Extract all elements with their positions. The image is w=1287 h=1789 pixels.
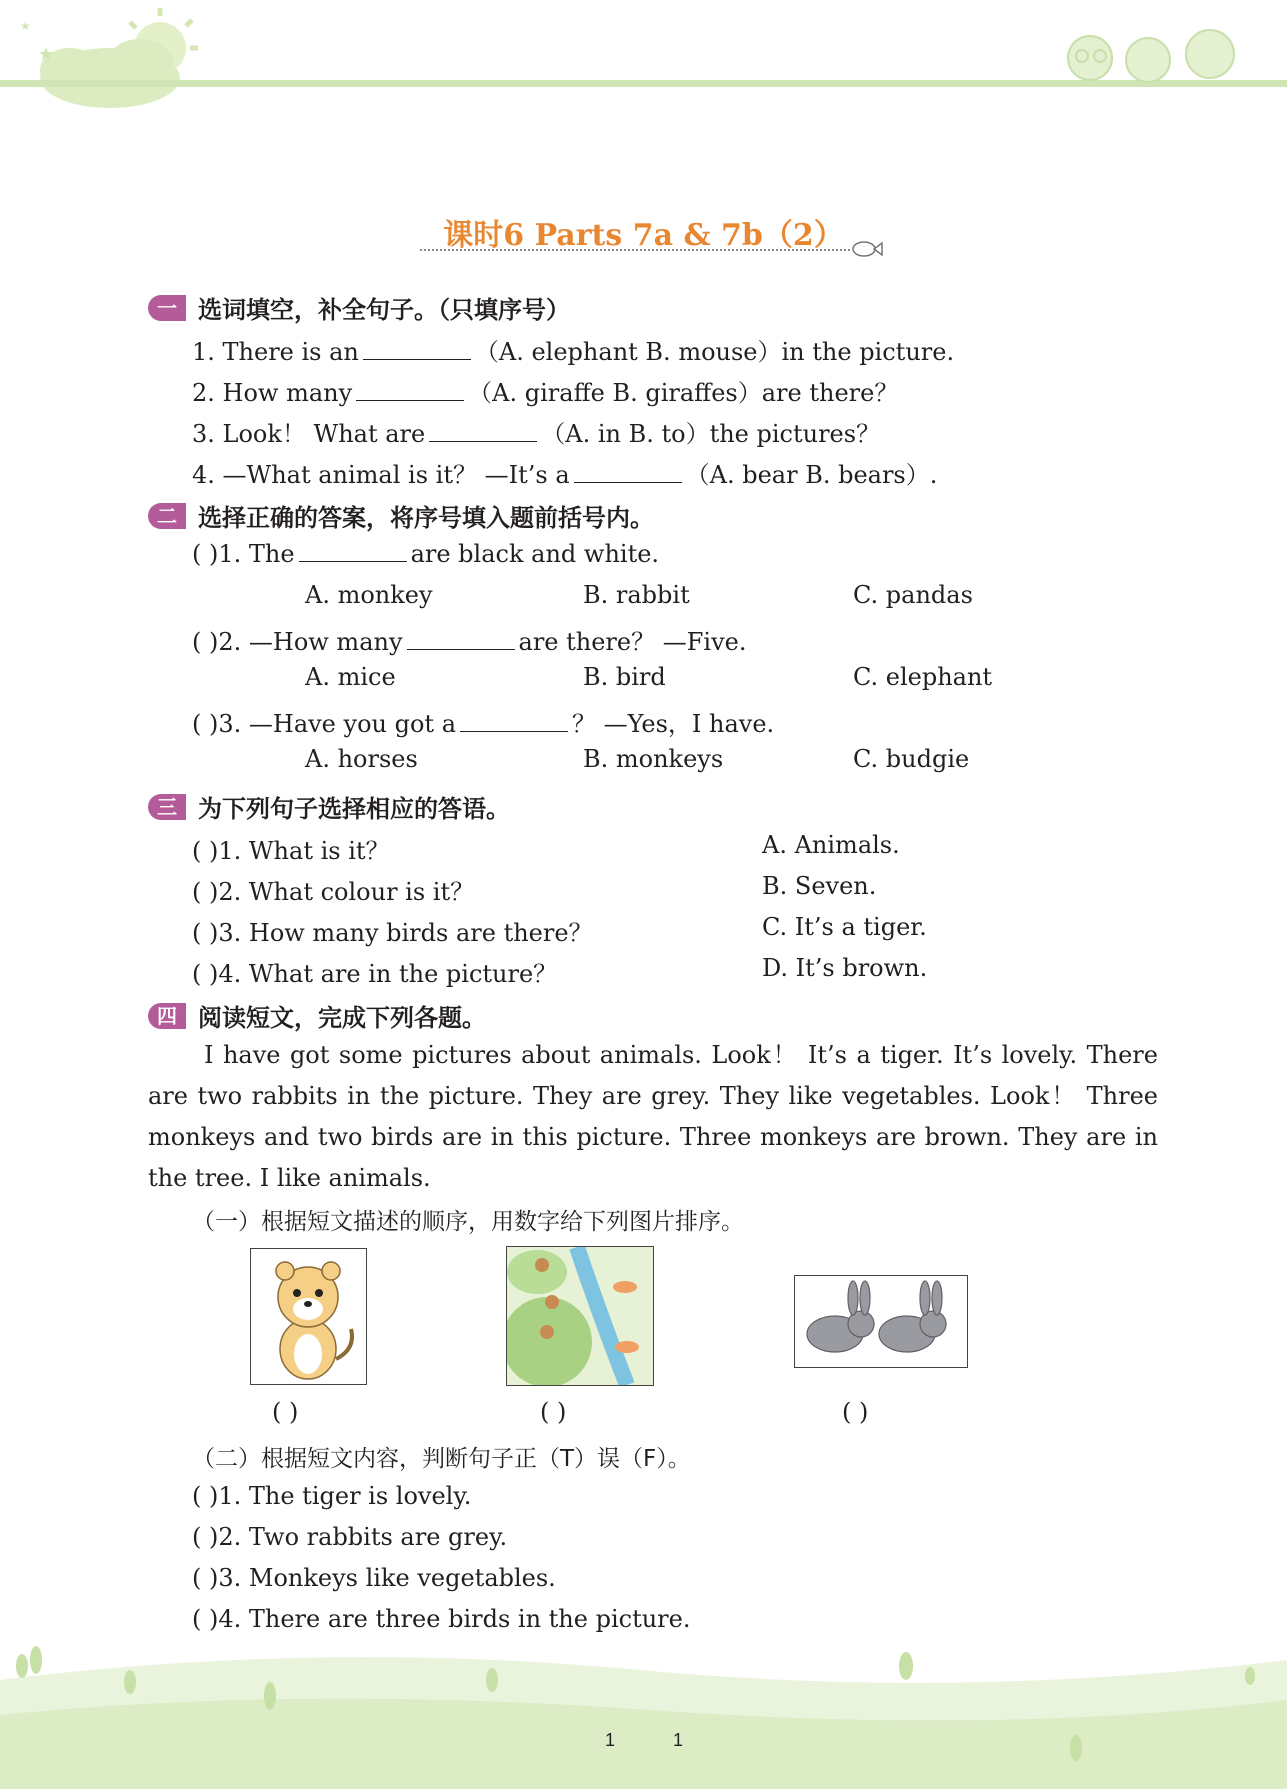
s3-question-3: ( )3. How many birds are there？ (192, 919, 593, 947)
answer-blank[interactable] (574, 462, 682, 483)
s3-answer-b: B. Seven. (762, 872, 877, 900)
title-underline (420, 249, 850, 251)
reading-passage: I have got some pictures about animals. Look！ It’s a tiger. It’s lovely. There are two rabbits in the picture. They are grey. They like vegetables. Look！ Three monkeys and two birds are in this picture. Three monkeys are brown. They are in the tree. I like animals. (148, 1041, 1158, 1192)
section4-heading-text: 阅读短文，完成下列各题。 (198, 1004, 486, 1032)
tf-statement-2: ( )2. Two rabbits are grey. (192, 1523, 508, 1551)
rabbits-picture (794, 1275, 968, 1368)
header-decoration-left (0, 0, 240, 120)
svg-text:★: ★ (38, 44, 55, 65)
monkeys-birds-picture (506, 1246, 654, 1386)
s2-q1-option-a: A. monkey (305, 581, 433, 609)
answer-blank[interactable] (460, 711, 568, 732)
section2-heading-text: 选择正确的答案，将序号填入题前括号内。 (198, 504, 654, 532)
s1-item-1: 1. There is an （A. elephant B. mouse）in the picture. (192, 338, 955, 366)
tiger-picture (250, 1248, 367, 1385)
s3-answer-d: D. It’s brown. (762, 954, 928, 982)
rabbit-icon (795, 1276, 967, 1367)
s2-question-3: ( )3. —Have you got a ？ —Yes，I have. (192, 710, 775, 738)
page-title: 课时6 Parts 7a & 7b（2） (443, 218, 844, 253)
answer-blank[interactable] (407, 629, 515, 650)
tf-statement-1: ( )1. The tiger is lovely. (192, 1482, 472, 1510)
part2-heading: （二）根据短文内容，判断句子正（T）误（F）。 (192, 1446, 691, 1472)
section1-heading (148, 290, 570, 325)
section1-badge: 一 (148, 295, 186, 321)
section3-badge: 三 (148, 794, 186, 820)
picture-bracket-3[interactable]: ( ) (842, 1398, 869, 1426)
s2-q2-option-b: B. bird (583, 663, 666, 691)
section3-heading-text: 为下列句子选择相应的答语。 (198, 795, 510, 823)
s3-answer-c: C. It’s a tiger. (762, 913, 927, 941)
answer-blank[interactable] (299, 541, 407, 562)
s2-question-2: ( )2. —How many are there？ —Five. (192, 628, 747, 656)
answer-blank[interactable] (356, 380, 464, 401)
s2-q3-option-c: C. budgie (853, 745, 970, 773)
answer-blank[interactable] (363, 339, 471, 360)
answer-blank[interactable] (429, 421, 537, 442)
section2-heading (148, 498, 654, 533)
s2-q2-option-a: A. mice (305, 663, 396, 691)
section4-badge: 四 (148, 1003, 186, 1029)
page-number-right: 1 (673, 1730, 684, 1750)
page-number-left: 1 (605, 1730, 616, 1750)
s3-question-1: ( )1. What is it？ (192, 837, 390, 865)
s1-item-4: 4. —What animal is it？ —It’s a （A. bear B. bears）. (192, 461, 938, 489)
section4-heading (148, 998, 486, 1033)
section2-badge: 二 (148, 503, 186, 529)
tf-statement-4: ( )4. There are three birds in the picture. (192, 1605, 691, 1633)
s1-item-3: 3. Look！ What are （A. in B. to）the pictures？ (192, 420, 881, 448)
s3-answer-a: A. Animals. (762, 831, 900, 859)
s3-question-4: ( )4. What are in the picture？ (192, 960, 558, 988)
s3-question-2: ( )2. What colour is it？ (192, 878, 475, 906)
s2-q3-option-a: A. horses (305, 745, 418, 773)
header-decoration-animals (1060, 20, 1260, 90)
s1-item-2: 2. How many （A. giraffe B. giraffes）are there？ (192, 379, 899, 407)
tiger-icon (251, 1249, 366, 1384)
jungle-scene-icon (507, 1247, 653, 1385)
s2-q1-option-b: B. rabbit (583, 581, 690, 609)
footer-landscape (0, 1630, 1287, 1789)
tf-statement-3: ( )3. Monkeys like vegetables. (192, 1564, 556, 1592)
svg-text:★: ★ (20, 19, 31, 33)
section3-heading (148, 789, 510, 824)
s2-question-1: ( )1. The are black and white. (192, 540, 660, 568)
s2-q2-option-c: C. elephant (853, 663, 993, 691)
s2-q1-option-c: C. pandas (853, 581, 973, 609)
section1-heading-text: 选词填空，补全句子。（只填序号） (198, 296, 570, 324)
s2-q3-option-b: B. monkeys (583, 745, 724, 773)
fish-icon (850, 238, 884, 260)
picture-bracket-2[interactable]: ( ) (540, 1398, 567, 1426)
part1-heading: （一）根据短文描述的顺序，用数字给下列图片排序。 (192, 1209, 744, 1235)
picture-bracket-1[interactable]: ( ) (272, 1398, 299, 1426)
